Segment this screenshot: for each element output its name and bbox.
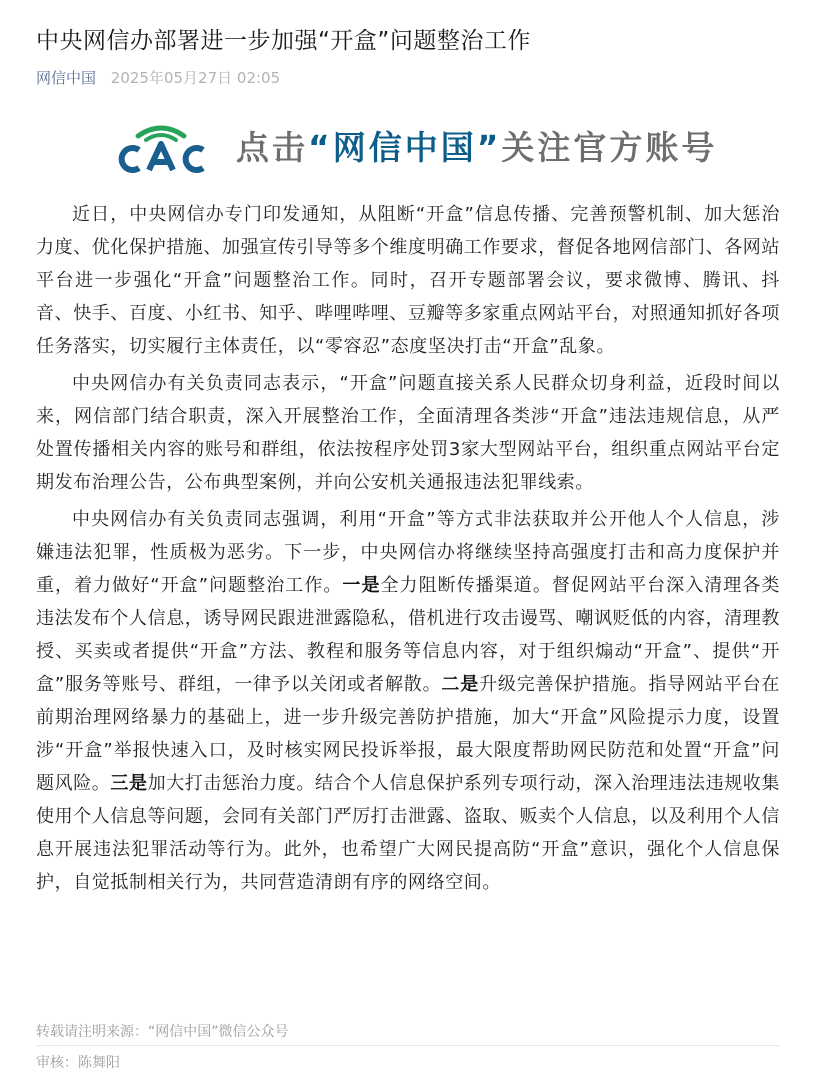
cac-logo-icon (112, 122, 210, 174)
banner-account-name: “网信中国” (308, 128, 502, 167)
banner-prefix: 点击 (236, 128, 308, 167)
paragraph-2: 中央网信办有关负责同志表示，“开盒”问题直接关系人民群众切身利益，近段时间以来，网信部门结合职责，深入开展整治工作，全面清理各类涉“开盒”违法违规信息，从严处置传播相关内容的账号和群组，依法按程序处罚3家大型网站平台，组织重点网站平台定期发布治理公告，公布典型案例，并向公安机关通报违法犯罪线索。 (36, 373, 780, 493)
footer-divider (36, 1045, 780, 1046)
banner-text (236, 126, 717, 170)
article-header (36, 0, 780, 88)
point-2-label: 二是 (441, 674, 480, 695)
paragraph-3-intro: 中央网信办有关负责同志强调，利用“开盒”等方式非法获取并公开他人个人信息，涉嫌违法犯罪，性质极为恶劣。下一步，中央网信办将继续坚持高强度打击和高力度保护并重，着力做好“开盒”问题整治工作。 (36, 509, 780, 596)
reviewer-credit: 审核：陈舞阳 (36, 1055, 120, 1071)
follow-banner[interactable] (112, 120, 718, 180)
point-3-label: 三是 (110, 773, 148, 794)
paragraph-1: 近日，中央网信办专门印发通知，从阻断“开盒”信息传播、完善预警机制、加大惩治力度、优化保护措施、加强宣传引导等多个维度明确工作要求，督促各地网信部门、各网站平台进一步强化“开盒”问题整治工作。同时，召开专题部署会议，要求微博、腾讯、抖音、快手、百度、小红书、知乎、哔哩哔哩、豆瓣等多家重点网站平台，对照通知抓好各项任务落实，切实履行主体责任，以“零容忍”态度坚决打击“开盒”乱象。 (36, 204, 780, 357)
article-meta (36, 68, 780, 88)
article-body (36, 198, 780, 903)
publish-date: 2025年05月27日 02:05 (110, 69, 281, 87)
point-3-text: 加大打击惩治力度。结合个人信息保护系列专项行动，深入治理违法违规收集使用个人信息等问题，会同有关部门严厉打击泄露、盗取、贩卖个人信息，以及利用个人信息开展违法犯罪活动等行为。此外，也希望广大网民提高防“开盒”意识，强化个人信息保护，自觉抵制相关行为，共同营造清朗有序的网络空间。 (36, 773, 781, 893)
banner-suffix: 关注官方账号 (501, 128, 718, 167)
article-title: 中央网信办部署进一步加强“开盒”问题整治工作 (36, 28, 531, 54)
point-2-text: 升级完善保护措施。指导网站平台在前期治理网络暴力的基础上，进一步升级完善防护措施，加大“开盒”风险提示力度，设置涉“开盒”举报快速入口，及时核实网民投诉举报，最大限度帮助网民防范和处置“开盒”问题风险。 (36, 674, 780, 794)
point-1-text: 全力阻断传播渠道。督促网站平台深入清理各类违法发布个人信息，诱导网民跟进泄露隐私，借机进行攻击谩骂、嘲讽贬低的内容，清理教授、买卖或者提供“开盒”方法、教程和服务等信息内容，对于组织煽动“开盒”、提供“开盒”服务等账号、群组，一律予以关闭或者解散。 (36, 575, 780, 695)
reprint-notice: 转载请注明来源：“网信中国”微信公众号 (36, 1024, 289, 1040)
source-account-link[interactable]: 网信中国 (36, 69, 97, 87)
paragraph-3 (36, 503, 780, 899)
point-1-label: 一是 (342, 575, 381, 596)
